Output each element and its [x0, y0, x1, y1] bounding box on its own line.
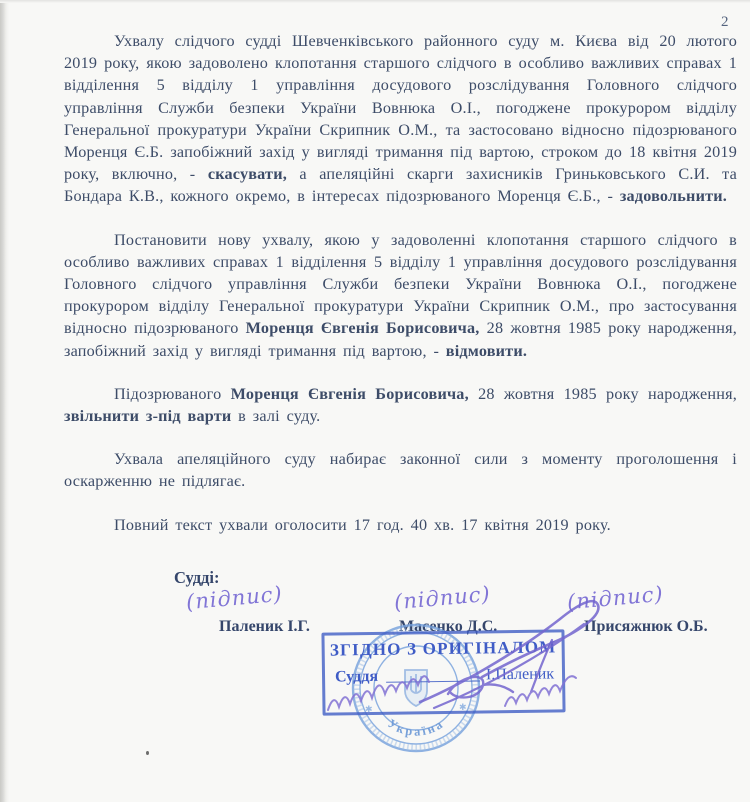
paper-left-edge	[0, 0, 9, 802]
stamp-signature-line	[386, 679, 480, 682]
seal-country-text: Україна	[385, 716, 447, 739]
stamp-judge-label: Суддя	[334, 667, 379, 686]
judges-label: Судді:	[174, 567, 220, 587]
judge-name-masenko: Масенко Д.С.	[399, 617, 498, 635]
paper-top-edge	[0, 0, 750, 3]
judge-signature-2: (підпис)	[393, 581, 492, 615]
ruling-text-block	[64, 30, 737, 658]
svg-text:✱: ✱	[459, 702, 467, 712]
certified-copy-stamp	[321, 629, 565, 715]
ink-speck	[146, 751, 149, 755]
stamp-judge-name: І.Паленик	[485, 665, 555, 684]
judge-signature-3: (підпис)	[566, 581, 665, 615]
paragraph-release-from-custody: Підозрюваного Моренця Євгенія Борисовича, 28 жовтня 1985 року народження, звільнити з-під варти в залі суду.	[64, 384, 737, 426]
stamp-title: ЗГІДНО З ОРИГІНАЛОМ	[329, 637, 557, 660]
svg-text:Україна	[385, 716, 447, 739]
paragraph-full-text-announcement: Повний текст ухвали оголосити 17 год. 40 хв. 17 квітня 2019 року.	[114, 515, 611, 534]
judge-name-palenyk: Паленик І.Г.	[219, 617, 310, 635]
paragraph-legal-force: Ухвала апеляційного суду набирає законної сили з моменту проголошення і оскарженню не підлягає.	[64, 450, 737, 491]
paragraph-new-ruling: Постановити нову ухвалу, якою у задоволенні клопотання старшого слідчого в особливо важливих справах 1 відділення 5 відділу 1 управління досудового розслідування Головного слідчого управління Служби безпеки України Вовнюка О.І., погоджене прокурором відділу Генеральної прокуратури України Скрипник О.М., про застосування відносно підозрюваного Моренця Євгенія Борисовича, 28 жовтня 1985 року народження, запобіжний захід у вигляді тримання під вартою, - відмовити.	[64, 230, 737, 360]
paragraph-revoke-ruling: Ухвалу слідчого судді Шевченківського районного суду м. Києва від 20 лютого 2019 року, якою задоволено клопотання старшого слідчого в особливо важливих справах 1 відділення 5 відділу 1 управління досудового розслідування Головного слідчого управління Служби безпеки України Вовнюка О.І., погоджене прокурором відділу Генеральної прокуратури України Скрипник О.М., та застосовано відносно підозрюваного Моренця Є.Б. запобіжний захід у вигляді тримання під вартою, строком до 18 квітня 2019 року, включно, - скасувати, а апеляційні скарги захисників Гриньковського С.И. та Бондара К.В., кожного окремо, в інтересах підозрюваного Моренця Є.Б., - задовольнити.	[64, 32, 737, 206]
judge-name-prysiazhniuk: Присяжнюк О.Б.	[584, 617, 708, 635]
judge-signature-1: (підпис)	[185, 581, 284, 615]
page-number: 2	[721, 14, 729, 30]
stamp-judge-row	[335, 665, 554, 686]
svg-text:✱: ✱	[365, 704, 373, 714]
